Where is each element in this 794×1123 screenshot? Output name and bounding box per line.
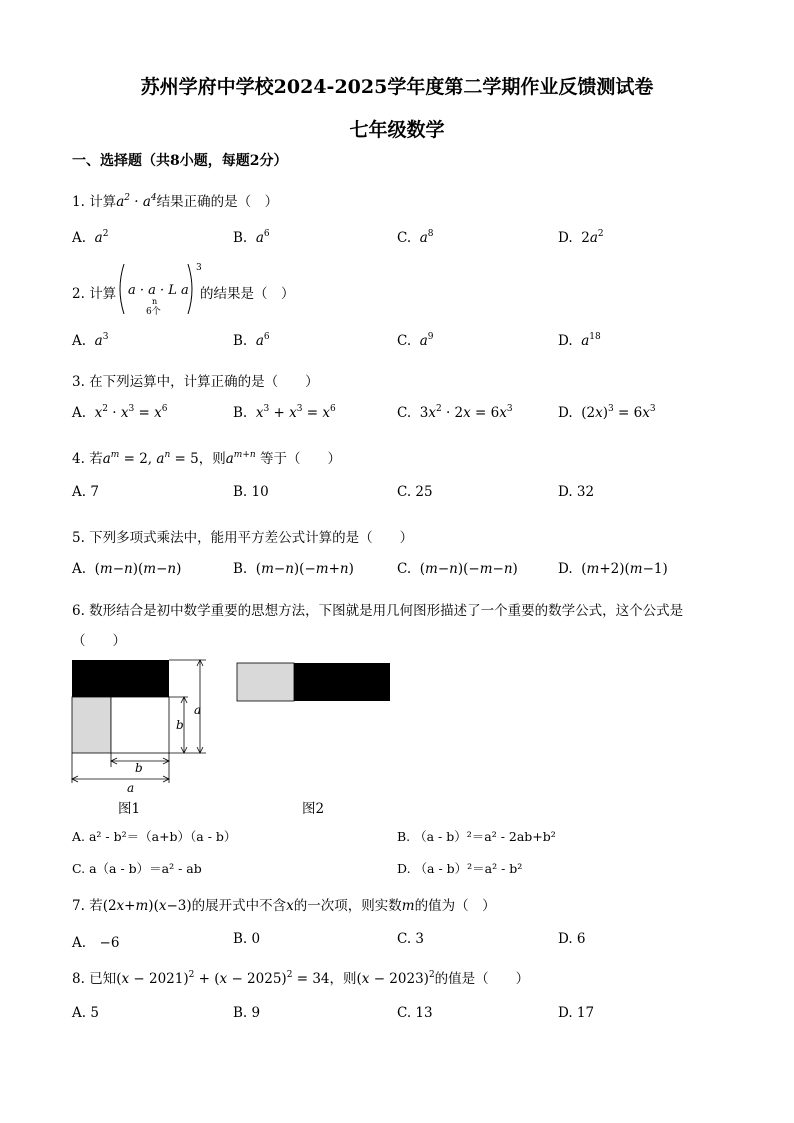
q2-under-count: 6个 xyxy=(146,307,161,317)
q2-option-a[interactable]: A. $a^3$ xyxy=(72,332,109,349)
question-3: 3. 在下列运算中，计算正确的是（ ） xyxy=(72,374,319,390)
q7-option-d[interactable]: D. 6 xyxy=(558,931,586,947)
question-4: 4. 若$a^m = 2$, $a^n = 5$，则$a^{m+n}$ 等于（ ） xyxy=(72,450,341,467)
question-6-line1: 6. 数形结合是初中数学重要的思想方法，下图就是用几何图形描述了一个重要的数学公式，这个公式是 xyxy=(72,603,684,619)
q4-option-a[interactable]: A. 7 xyxy=(72,484,99,500)
q5-option-c[interactable]: C. (m−n)(−m−n) xyxy=(397,561,518,577)
q6-option-b[interactable]: B. （a - b）²＝a² - 2ab+b² xyxy=(397,829,556,844)
q3-option-d[interactable]: D. $(2x)^3 = 6x^3$ xyxy=(558,404,656,421)
q2-option-b[interactable]: B. $a^6$ xyxy=(233,332,270,349)
q2-option-c[interactable]: C. $a^9$ xyxy=(397,332,434,349)
q7-option-b[interactable]: B. 0 xyxy=(233,931,261,947)
q8-option-a[interactable]: A. 5 xyxy=(72,1005,99,1021)
q7-option-c[interactable]: C. 3 xyxy=(397,931,425,947)
question-1: 1. 计算$a^2 \cdot a^4$结果正确的是（ ） xyxy=(72,193,279,210)
q6-figures xyxy=(66,655,406,820)
page-title: 苏州学府中学校2024-2025学年度第二学期作业反馈测试卷 xyxy=(140,76,654,98)
fig1-white-rect xyxy=(111,697,169,753)
fig1-label-b-horizontal: b xyxy=(135,761,143,775)
question-7: 7. 若(2x+m)(x−3)的展开式中不含x的一次项，则实数m的值为（ ） xyxy=(72,898,496,914)
q4-option-d[interactable]: D. 32 xyxy=(558,484,595,500)
q3-option-a[interactable]: A. $x^2 \cdot x^3 = x^6$ xyxy=(72,404,168,421)
fig1-label-a-horizontal: a xyxy=(127,781,135,795)
fig2-black-rect xyxy=(294,663,390,701)
q8-option-d[interactable]: D. 17 xyxy=(558,1005,595,1021)
question-5: 5. 下列多项式乘法中，能用平方差公式计算的是（ ） xyxy=(72,530,414,546)
fig1-label-b-vertical: b xyxy=(176,718,184,732)
q5-option-b[interactable]: B. (m−n)(−m+n) xyxy=(233,561,354,577)
q3-option-c[interactable]: C. $3x^2 \cdot 2x = 6x^3$ xyxy=(397,404,513,421)
q1-option-a[interactable]: A. $a^2$ xyxy=(72,229,109,246)
question-2-post: 的结果是（ ） xyxy=(200,286,295,302)
q5-option-d[interactable]: D. (m+2)(m−1) xyxy=(558,561,668,577)
q2-expression xyxy=(116,258,200,320)
fig1-black-rect xyxy=(72,660,169,697)
q6-option-d[interactable]: D. （a - b）²＝a² - b² xyxy=(397,861,523,876)
fig1-label-a-vertical: a xyxy=(194,703,202,717)
q2-under-n: n xyxy=(152,297,158,306)
q7-option-a[interactable]: A. −6 xyxy=(72,935,120,951)
question-6-line2: （ ） xyxy=(72,633,126,649)
q6-option-a[interactable]: A. a² - b²＝（a+b）（a - b） xyxy=(72,829,237,844)
q1-option-b[interactable]: B. $a^6$ xyxy=(233,229,270,246)
q1-option-d[interactable]: D. $2a^2$ xyxy=(558,229,604,246)
page-subtitle: 七年级数学 xyxy=(349,119,445,141)
svg-text:a · a · L a: a · a · L a xyxy=(128,283,189,298)
q4-option-b[interactable]: B. 10 xyxy=(233,484,269,500)
fig1-gray-rect xyxy=(72,697,111,753)
q1-option-c[interactable]: C. $a^8$ xyxy=(397,229,434,246)
fig2-gray-rect xyxy=(237,663,294,701)
q8-option-c[interactable]: C. 13 xyxy=(397,1005,433,1021)
question-8: 8. 已知$(x - 2021)^2 + (x - 2025)^2 = 34$，则$(x - 2023)^2$的值是（ ） xyxy=(72,970,530,987)
q2-option-d[interactable]: D. $a^{18}$ xyxy=(558,332,601,349)
section-heading: 一、选择题（共8小题，每题2分） xyxy=(72,153,288,169)
q6-option-c[interactable]: C. a（a - b）＝a² - ab xyxy=(72,861,202,876)
fig2-caption: 图2 xyxy=(302,801,325,817)
q8-option-b[interactable]: B. 9 xyxy=(233,1005,261,1021)
q4-option-c[interactable]: C. 25 xyxy=(397,484,433,500)
fig1-caption: 图1 xyxy=(118,801,141,817)
svg-text:3: 3 xyxy=(196,263,202,273)
q3-option-b[interactable]: B. $x^3 + x^3 = x^6$ xyxy=(233,404,336,421)
question-2-number: 2. 计算 xyxy=(72,286,117,302)
q5-option-a[interactable]: A. (m−n)(m−n) xyxy=(72,561,182,577)
